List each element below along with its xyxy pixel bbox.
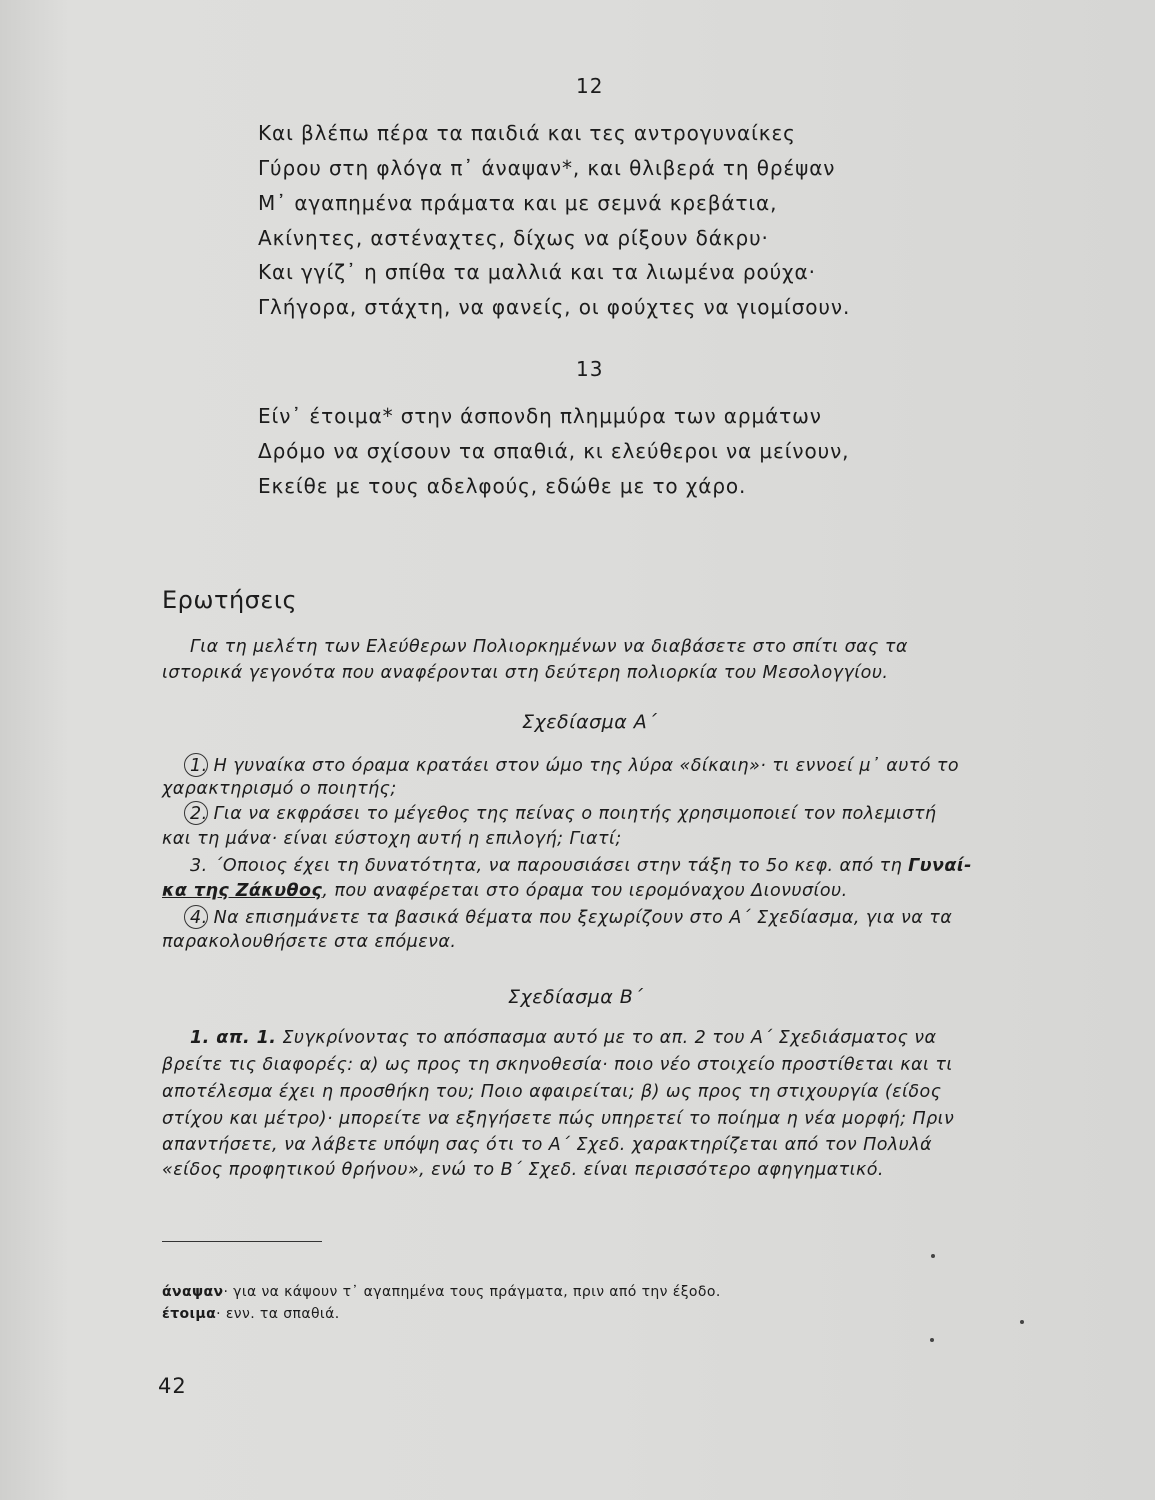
footnote bbox=[162, 1306, 340, 1322]
question-text: Συγκρίνοντας το απόσπασμα αυτό με το απ. 2 του Α΄ Σχεδιάσματος να bbox=[282, 1028, 937, 1048]
poem-line: Γλήγορα, στάχτη, να φανείς, οι φούχτες να γιομίσουν. bbox=[258, 295, 851, 319]
sketch-b-lead: 1. απ. 1. bbox=[190, 1028, 277, 1048]
question-number-circled: 4. bbox=[190, 908, 208, 928]
question-2 bbox=[190, 804, 936, 824]
question-3-cont bbox=[162, 881, 848, 901]
book-title-part: κα της Ζάκυθος bbox=[162, 881, 323, 901]
question-2-cont: και τη μάνα· είναι εύστοχη αυτή η επιλογή; Γιατί; bbox=[162, 829, 622, 849]
scan-speck bbox=[931, 1254, 935, 1258]
poem-line: Μ᾽ αγαπημένα πράματα και με σεμνά κρεβάτια, bbox=[258, 191, 778, 215]
question-number: 3. bbox=[190, 856, 208, 876]
poem-line: Είν᾽ έτοιμα* στην άσπονδη πλημμύρα των αρμάτων bbox=[258, 404, 822, 428]
question-number-circled: 1. bbox=[190, 756, 208, 776]
question-1 bbox=[190, 756, 959, 776]
question-text: ΄Οποιος έχει τη δυνατότητα, να παρουσιάσει στην τάξη το 5ο κεφ. από τη bbox=[213, 856, 909, 876]
question-text: Να επισημάνετε τα βασικά θέματα που ξεχωρίζουν στο Α΄ Σχεδίασμα, για να τα bbox=[213, 908, 953, 928]
question-text: Η γυναίκα στο όραμα κρατάει στον ώμο της λύρα «δίκαιη»· τι εννοεί μ᾽ αυτό το bbox=[213, 756, 960, 776]
scan-speck bbox=[1020, 1320, 1024, 1324]
question-text: , που αναφέρεται στο όραμα του ιερομόναχου Διονυσίου. bbox=[322, 881, 848, 901]
footnote bbox=[162, 1284, 721, 1300]
book-title-part: Γυναί- bbox=[908, 856, 972, 876]
footnote-text: · ενν. τα σπαθιά. bbox=[216, 1306, 340, 1322]
footnote-divider bbox=[162, 1241, 322, 1242]
sketch-b-question-line: βρείτε τις διαφορές: α) ως προς τη σκηνοθεσία· ποιο νέο στοιχείο προστίθεται και τι bbox=[162, 1055, 953, 1075]
sketch-b-question-line bbox=[190, 1028, 937, 1048]
sketch-b-title: Σχεδίασμα Β΄ bbox=[508, 986, 644, 1008]
poem-line: Ακίνητες, αστέναχτες, δίχως να ρίξουν δάκρυ· bbox=[258, 226, 769, 250]
questions-intro-line: ιστορικά γεγονότα που αναφέρονται στη δεύτερη πολιορκία του Μεσολογγίου. bbox=[162, 663, 889, 683]
sketch-b-question-line: «είδος προφητικού θρήνου», ενώ το Β΄ Σχεδ. είναι περισσότερο αφηγηματικό. bbox=[162, 1160, 884, 1180]
questions-heading: Ερωτήσεις bbox=[162, 586, 298, 614]
page-number: 42 bbox=[158, 1374, 187, 1398]
question-4 bbox=[190, 908, 952, 928]
sketch-b-question-line: αποτέλεσμα έχει η προσθήκη του; Ποιο αφαιρείται; β) ως προς τη στιχουργία (είδος bbox=[162, 1082, 942, 1102]
bleed-through-texture bbox=[930, 78, 1150, 538]
question-4-cont: παρακολουθήσετε στα επόμενα. bbox=[162, 932, 457, 952]
poem-line: Εκείθε με τους αδελφούς, εδώθε με το χάρο. bbox=[258, 474, 747, 498]
sketch-b-question-line: στίχου και μέτρο)· μπορείτε να εξηγήσετε πώς υπηρετεί το ποίημα η νέα μορφή; Πριν bbox=[162, 1109, 955, 1129]
question-1-cont: χαρακτηρισμό ο ποιητής; bbox=[162, 779, 397, 799]
stanza-number-12: 12 bbox=[576, 74, 604, 98]
poem-line: Και βλέπω πέρα τα παιδιά και τες αντρογυναίκες bbox=[258, 121, 796, 145]
sketch-b-question-line: απαντήσετε, να λάβετε υπόψη σας ότι το Α΄ Σχεδ. χαρακτηρίζεται από τον Πολυλά bbox=[162, 1135, 933, 1155]
poem-line: Γύρου στη φλόγα π᾽ άναψαν*, και θλιβερά τη θρέψαν bbox=[258, 156, 836, 180]
poem-line: Και γγίζ᾽ η σπίθα τα μαλλιά και τα λιωμένα ρούχα· bbox=[258, 260, 816, 284]
question-text: Για να εκφράσει το μέγεθος της πείνας ο ποιητής χρησιμοποιεί τον πολεμιστή bbox=[213, 804, 937, 824]
footnote-term: άναψαν bbox=[162, 1284, 224, 1300]
footnote-text: · για να κάψουν τ᾽ αγαπημένα τους πράγματα, πριν από την έξοδο. bbox=[223, 1284, 721, 1300]
questions-intro-line: Για τη μελέτη των Ελεύθερων Πολιορκημένων να διαβάσετε στο σπίτι σας τα bbox=[190, 637, 908, 657]
question-3 bbox=[190, 856, 972, 876]
scan-speck bbox=[930, 1338, 934, 1342]
footnote-term: έτοιμα bbox=[162, 1306, 217, 1322]
poem-line: Δρόμο να σχίσουν τα σπαθιά, κι ελεύθεροι να μείνουν, bbox=[258, 439, 850, 463]
sketch-a-title: Σχεδίασμα Α΄ bbox=[522, 711, 658, 733]
question-number-circled: 2. bbox=[190, 804, 208, 824]
stanza-number-13: 13 bbox=[576, 357, 604, 381]
